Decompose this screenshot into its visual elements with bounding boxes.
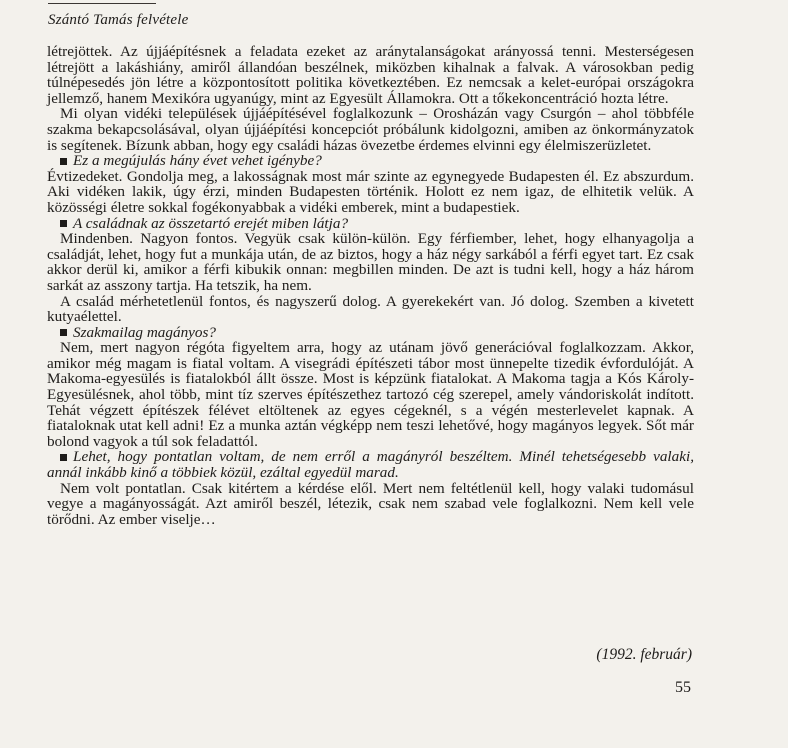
running-head: Szántó Tamás felvétele	[48, 12, 189, 28]
question-4	[47, 449, 694, 480]
paragraph-8: Nem, mert nagyon régóta figyeltem arra, hogy az utánam jövő generációval foglalkozzam. Akkor, amikor még magam is fiatal voltam. A visegrádi építészeti tábor most ünnepelte tizedik évfordulóját. A Makoma-egyesülés is fiatalokból állt össze. Most is képzünk fiatalokat. A Makoma tagja a Kós Károly-Egyesülésnek, ahol több, mint tíz szerves építészethez tartozó cég szerepel, amely vándoriskolát indított. Tehát végzett építészek félévet eltöltenek az egyes cégeknél, s a végén mesterlevelet kapnak. A fiataloknak utat kell adni! Ez a munka aztán végképp nem teszi lehetővé, hogy magányos legyek. Sőt már bolond vagyok a túl sok feladattól.	[47, 339, 694, 450]
paragraph-0: létrejöttek. Az újjáépítésnek a feladata ezeket az aránytalanságokat arányossá tenni. Mesterségesen létrejött a lakáshiány, amiről állandóan beszélnek, miközben kihalnak a falvak. A városokban pedig túlnépesedés jön létre a központosított politika következtében. Ez nemcsak a kelet-európai országokra jellemző, hanem Mexikóra ugyanúgy, mint az Egyesült Államokra. Ott a tőkekoncentráció hozta létre.	[47, 43, 694, 107]
question-3	[47, 325, 694, 341]
header-rule	[48, 3, 156, 4]
paragraph-5: Mindenben. Nagyon fontos. Vegyük csak külön-külön. Egy férfiember, lehet, hogy elhanyagolja a családját, lehet, hogy fut a munkája után, de az biztos, hogy a ház négy sarkából a férfi egyet tart. Ez csak akkor derül ki, amikor a férfi kibukik onnan: megbillen minden. De azt is tudni kell, hogy a ház három sarkát az asszony tartja. Ha tetszik, ha nem.	[47, 230, 694, 294]
body-text	[47, 44, 694, 527]
question-text: A családnak az összetartó erejét miben látja?	[73, 214, 349, 232]
question-2	[47, 216, 694, 232]
paragraph-10: Nem volt pontatlan. Csak kitértem a kérdése elől. Mert nem feltétlenül kell, hogy valaki tudomásul vegye a magányosságát. Azt amiről beszél, létezik, csak nem szabad vele foglalkozni. Nem kell vele törődni. Az ember viselje…	[47, 479, 694, 528]
question-text: Szakmailag magányos?	[73, 323, 217, 341]
question-text: Ez a megújulás hány évet vehet igénybe?	[73, 152, 322, 170]
page-number: 55	[675, 679, 691, 696]
paragraph-3: Évtizedeket. Gondolja meg, a lakosságnak most már szinte az egynegyede Budapesten él. Ez abszurdum. Aki vidéken lakik, úgy érzi, minden Budapesten történik. Holott ez nem igaz, de elhitetik velük. A közösségi életre sokkal fogékonyabbak a vidéki emberek, mint a budapestiek.	[47, 167, 694, 216]
square-bullet-icon	[60, 454, 67, 461]
interview-date: (1992. február)	[596, 646, 692, 663]
square-bullet-icon	[60, 220, 67, 227]
paragraph-1: Mi olyan vidéki települések újjáépítésével foglalkozunk – Orosházán vagy Csurgón – ahol többféle szakma bekapcsolásával, olyan újjáépítési koncepciót próbálunk kidolgozni, amiben az önkormányzatok is segítenek. Bízunk abban, hogy egy családi házas övezetbe érdemes elvinni egy élelmiszerüzletet.	[47, 105, 694, 154]
question-text: Lehet, hogy pontatlan voltam, de nem erről a magányról beszéltem. Minél tehetségesebb valaki, annál inkább kinő a többiek közül, ezáltal egyedül marad.	[47, 448, 694, 482]
square-bullet-icon	[60, 329, 67, 336]
paragraph-6: A család mérhetetlenül fontos, és nagyszerű dolog. A gyerekekért van. Jó dolog. Szemben a kivetett kutyaélettel.	[47, 292, 694, 326]
question-1	[47, 153, 694, 169]
square-bullet-icon	[60, 158, 67, 165]
